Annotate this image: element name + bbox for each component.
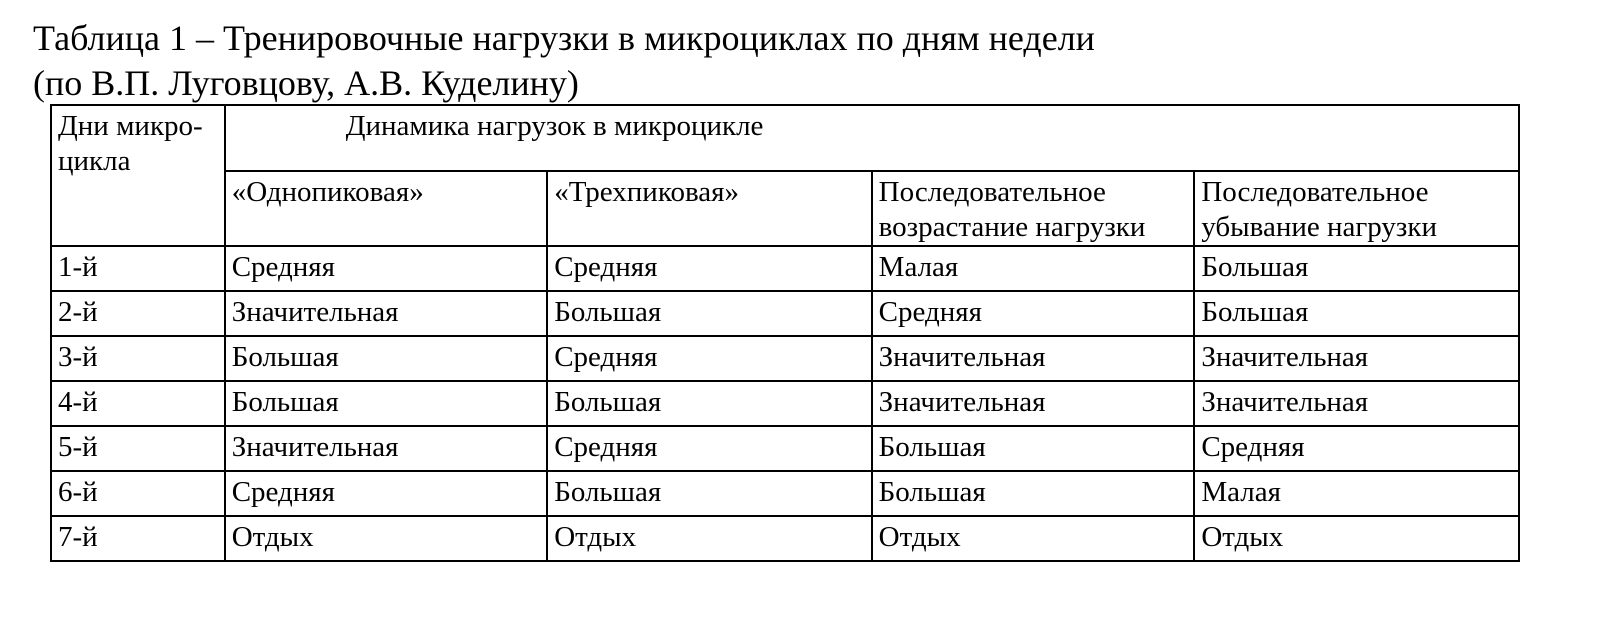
day-cell: 1-й <box>51 246 225 291</box>
table-row <box>51 426 1519 471</box>
table-cell: Большая <box>225 381 548 426</box>
table-cell: Большая <box>872 471 1195 516</box>
day-cell: 3-й <box>51 336 225 381</box>
table-cell: Большая <box>1194 291 1519 336</box>
table-row <box>51 516 1519 561</box>
day-cell: 2-й <box>51 291 225 336</box>
table-cell: Малая <box>1194 471 1519 516</box>
caption-line-2: (по В.П. Луговцову, А.В. Куделину) <box>33 63 579 103</box>
table-cell: Отдых <box>872 516 1195 561</box>
day-cell: 4-й <box>51 381 225 426</box>
caption-line-1: Таблица 1 – Тренировочные нагрузки в микроциклах по дням недели <box>33 18 1095 58</box>
table-cell: Значительная <box>225 291 548 336</box>
table-cell: Средняя <box>547 336 871 381</box>
column-header: «Трехпиковая» <box>547 171 871 246</box>
dynamics-header-cell: Динамика нагрузок в микроцикле <box>225 105 1519 171</box>
table-cell: Средняя <box>225 471 548 516</box>
table-row <box>51 381 1519 426</box>
day-cell: 5-й <box>51 426 225 471</box>
table-cell: Большая <box>872 426 1195 471</box>
table-cell: Большая <box>1194 246 1519 291</box>
header-row <box>51 105 1519 171</box>
table-caption <box>33 16 1095 106</box>
table-row <box>51 291 1519 336</box>
table-cell: Значительная <box>1194 336 1519 381</box>
table-cell: Средняя <box>547 246 871 291</box>
table-cell: Значительная <box>872 336 1195 381</box>
table-row <box>51 336 1519 381</box>
table-cell: Отдых <box>225 516 548 561</box>
table-cell: Большая <box>547 381 871 426</box>
table-cell: Малая <box>872 246 1195 291</box>
table-cell: Большая <box>547 471 871 516</box>
table-cell: Большая <box>547 291 871 336</box>
column-header: Последовательное убывание нагрузки <box>1194 171 1519 246</box>
table-cell: Отдых <box>1194 516 1519 561</box>
day-cell: 7-й <box>51 516 225 561</box>
table-cell: Значительная <box>1194 381 1519 426</box>
column-header: «Однопиковая» <box>225 171 548 246</box>
day-cell: 6-й <box>51 471 225 516</box>
subheader-row <box>51 171 1519 246</box>
days-header-line-1: Дни микро- <box>58 110 203 142</box>
table-cell: Значительная <box>872 381 1195 426</box>
days-header-cell <box>51 105 225 246</box>
table-row <box>51 471 1519 516</box>
column-header: Последовательное возрастание нагрузки <box>872 171 1195 246</box>
table-cell: Средняя <box>547 426 871 471</box>
table-cell: Средняя <box>225 246 548 291</box>
table-cell: Средняя <box>1194 426 1519 471</box>
table-cell: Большая <box>225 336 548 381</box>
table-cell: Средняя <box>872 291 1195 336</box>
training-load-table <box>50 104 1520 562</box>
table-cell: Отдых <box>547 516 871 561</box>
days-header-line-2: цикла <box>58 145 131 177</box>
table-row <box>51 246 1519 291</box>
table-cell: Значительная <box>225 426 548 471</box>
